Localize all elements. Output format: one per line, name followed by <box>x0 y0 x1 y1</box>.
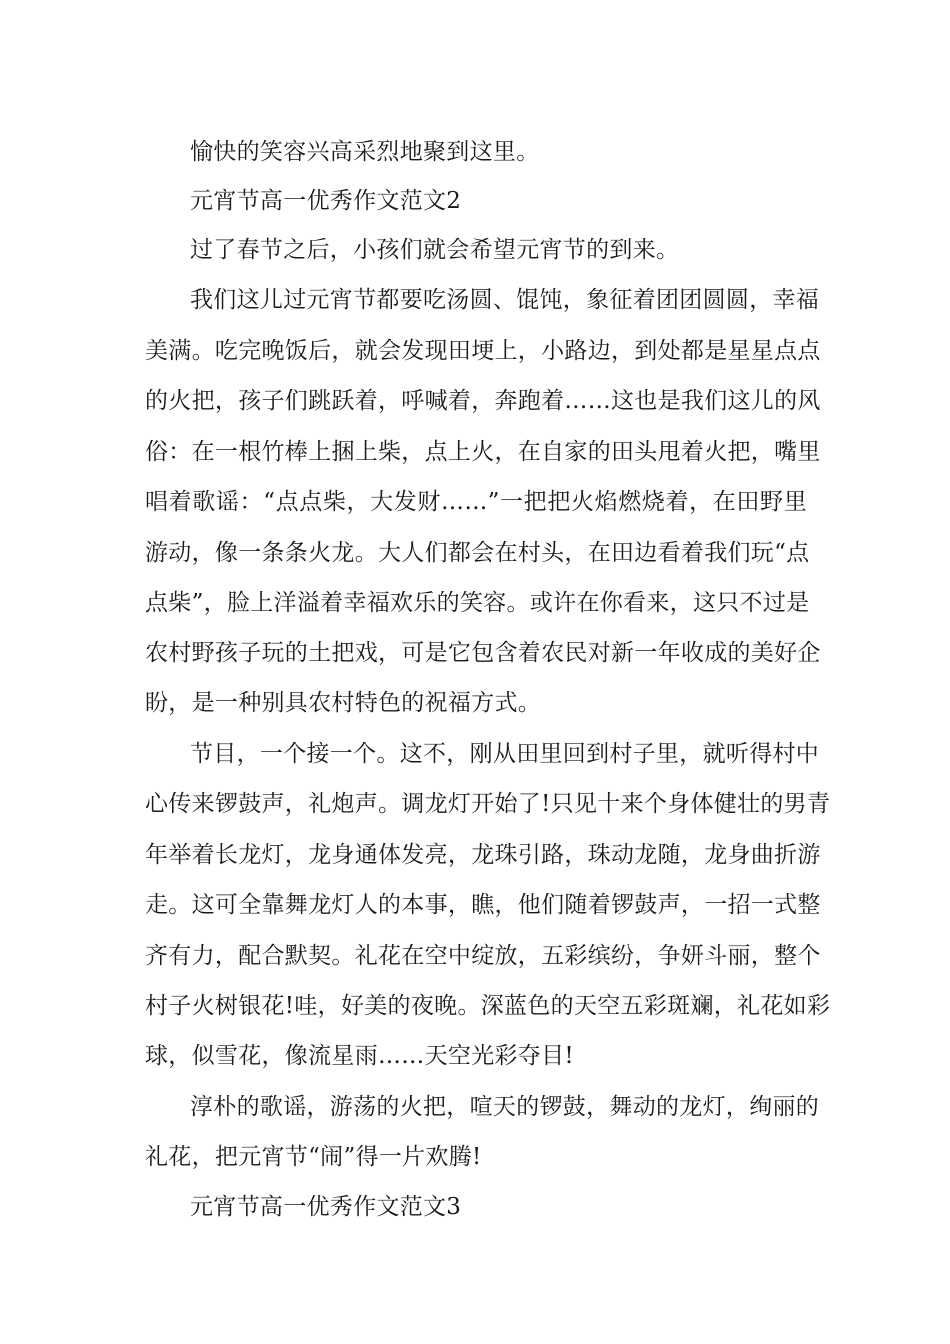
paragraph-line: 齐有力，配合默契。礼花在空中绽放，五彩缤纷，争妍斗丽，整个 <box>145 943 821 969</box>
paragraph-line: 心传来锣鼓声，礼炮声。调龙灯开始了!只见十来个身体健壮的男青 <box>145 791 831 817</box>
paragraph-line: 过了春节之后，小孩们就会希望元宵节的到来。 <box>190 237 680 263</box>
paragraph-line: 盼，是一种别具农村特色的祝福方式。 <box>145 690 542 716</box>
paragraph-line: 年举着长龙灯，龙身通体发亮，龙珠引路，珠动龙随，龙身曲折游 <box>145 842 821 868</box>
paragraph-line: 游动，像一条条火龙。大人们都会在村头，在田边看着我们玩“点 <box>145 540 810 566</box>
paragraph-line: 俗：在一根竹棒上捆上柴，点上火，在自家的田头甩着火把，嘴里 <box>145 439 821 465</box>
paragraph-line: 的火把，孩子们跳跃着，呼喊着，奔跑着……这也是我们这儿的风 <box>145 388 821 414</box>
paragraph-line: 我们这儿过元宵节都要吃汤圆、馄饨，象征着团团圆圆，幸福 <box>190 287 820 313</box>
section-heading: 元宵节高一优秀作文范文3 <box>190 1194 462 1220</box>
paragraph-line: 淳朴的歌谣，游荡的火把，喧天的锣鼓，舞动的龙灯，绚丽的 <box>190 1094 820 1120</box>
section-heading: 元宵节高一优秀作文范文2 <box>190 188 462 214</box>
paragraph-line: 礼花，把元宵节“闹”得一片欢腾! <box>145 1144 482 1170</box>
paragraph-line: 走。这可全靠舞龙灯人的本事，瞧，他们随着锣鼓声，一招一式整 <box>145 892 821 918</box>
paragraph-line: 美满。吃完晚饭后，就会发现田埂上，小路边，到处都是星星点点 <box>145 338 821 364</box>
paragraph-line: 节目，一个接一个。这不，刚从田里回到村子里，就听得村中 <box>190 741 820 767</box>
paragraph-line: 点柴”，脸上洋溢着幸福欢乐的笑容。或许在你看来，这只不过是 <box>145 590 810 616</box>
paragraph-line: 球，似雪花，像流星雨……天空光彩夺目! <box>145 1043 574 1069</box>
paragraph-line: 唱着歌谣：“点点柴，大发财……”一把把火焰燃烧着，在田野里 <box>145 489 807 515</box>
paragraph-line: 农村野孩子玩的土把戏，可是它包含着农民对新一年收成的美好企 <box>145 640 821 666</box>
paragraph-line: 村子火树银花!哇，好美的夜晚。深蓝色的天空五彩斑斓，礼花如彩 <box>145 993 831 1019</box>
paragraph-line: 愉快的笑容兴高采烈地聚到这里。 <box>190 139 540 165</box>
